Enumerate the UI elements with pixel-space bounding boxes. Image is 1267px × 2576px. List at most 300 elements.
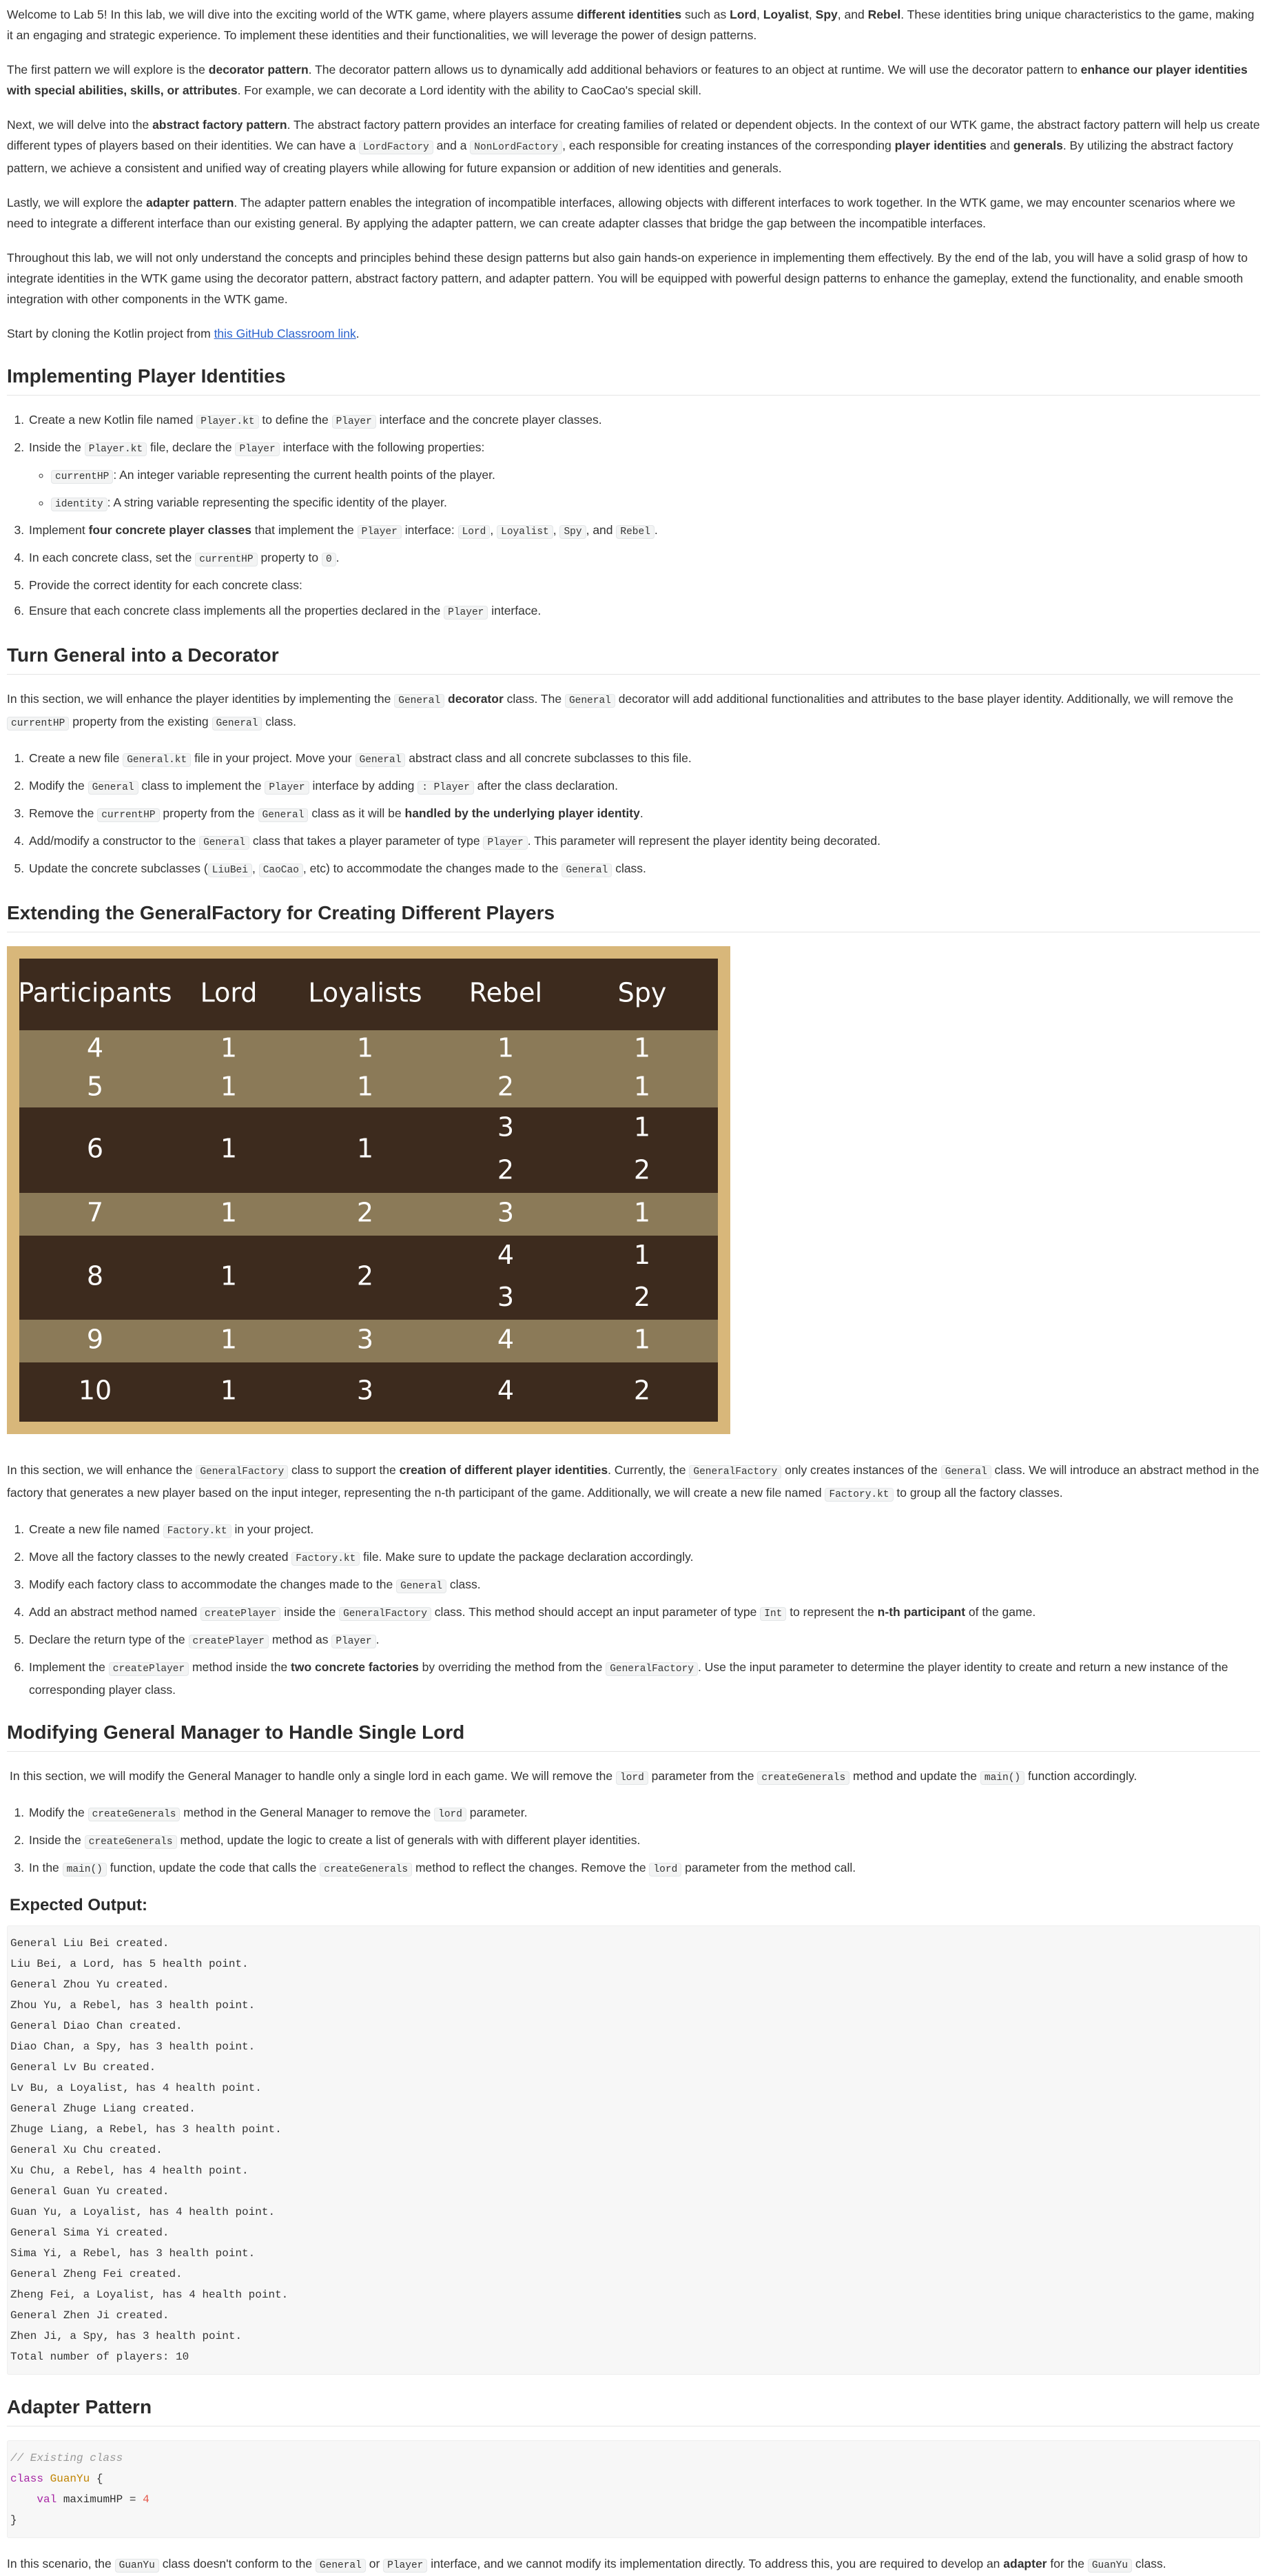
bold-text: decorator xyxy=(448,692,504,706)
list-item xyxy=(28,775,1260,798)
inline-code: Player xyxy=(358,525,402,539)
github-classroom-link[interactable]: this GitHub Classroom link xyxy=(214,327,356,340)
inline-code: Lord xyxy=(458,525,491,539)
code-brace: } xyxy=(10,2514,17,2526)
table-cell: 9 xyxy=(86,1324,104,1355)
inline-code: General xyxy=(356,753,406,767)
output-line: General Diao Chan created. xyxy=(10,2020,183,2032)
list-item xyxy=(28,1519,1260,1542)
table-cell: 1 xyxy=(220,1133,238,1164)
inline-code: General xyxy=(562,863,612,877)
table-cell: 3 xyxy=(356,1324,374,1355)
inline-code: Player xyxy=(332,415,376,429)
output-line: Total number of players: 10 xyxy=(10,2351,189,2363)
text: . xyxy=(639,806,643,820)
list-item: 5. Provide the correct identity for each concrete class: xyxy=(28,575,1260,595)
inline-code: LiuBei xyxy=(208,863,252,877)
inline-code: createPlayer xyxy=(200,1607,280,1621)
bold-text: Spy xyxy=(815,8,838,21)
inline-code: lord xyxy=(649,1863,681,1877)
code-comment: // Existing class xyxy=(10,2452,123,2464)
text: , xyxy=(490,523,497,537)
table-cell: 1 xyxy=(633,1197,651,1228)
table-cell: 4 xyxy=(86,1032,104,1063)
text: Implement xyxy=(29,523,89,537)
inline-code: Player xyxy=(265,781,309,795)
text: and a xyxy=(433,139,471,152)
text: Modify each factory class to accommodate the changes made to the xyxy=(29,1577,397,1591)
table-header-cell: Loyalists xyxy=(308,977,422,1008)
participants-table xyxy=(7,946,730,1434)
text: Update the concrete subclasses ( xyxy=(29,861,208,875)
text: : An integer variable representing the current health points of the player. xyxy=(113,468,495,482)
text: class to implement the xyxy=(138,779,265,793)
text: interface: xyxy=(401,523,458,537)
text: by overriding the method from the xyxy=(418,1660,606,1674)
text: class doesn't conform to the xyxy=(158,2557,316,2570)
inline-code: Spy xyxy=(559,525,586,539)
text: parameter. xyxy=(466,1806,528,1819)
bold-text: four concrete player classes xyxy=(88,523,251,537)
inline-code: General xyxy=(396,1580,446,1593)
text: . The decorator pattern allows us to dynamically add additional behaviors or features to an object at runtime. We will use the decorator pattern to xyxy=(308,63,1081,76)
text: , xyxy=(251,861,259,875)
text: Inside the xyxy=(29,440,85,454)
table-cell: 2 xyxy=(633,1282,651,1312)
text: to represent the xyxy=(786,1605,878,1619)
table-cell: 2 xyxy=(633,1154,651,1185)
list-item xyxy=(28,1602,1260,1624)
text: Create a new Kotlin file named xyxy=(29,413,197,427)
text: method and update the xyxy=(849,1769,980,1783)
output-line: Diao Chan, a Spy, has 3 health point. xyxy=(10,2041,256,2053)
code-number: 4 xyxy=(143,2493,150,2506)
inline-code: Loyalist xyxy=(497,525,553,539)
text: method in the General Manager to remove the xyxy=(180,1806,435,1819)
table-cell: 2 xyxy=(356,1197,374,1228)
text: file, declare the xyxy=(147,440,236,454)
table-header-cell: Participants xyxy=(18,977,172,1008)
output-line: General Zhou Yu created. xyxy=(10,1979,169,1991)
inline-code: General xyxy=(212,717,262,730)
inline-code: General xyxy=(199,836,249,850)
output-line: General Zhuge Liang created. xyxy=(10,2103,196,2115)
text: method to reflect the changes. Remove the xyxy=(412,1861,650,1874)
text: method as xyxy=(268,1633,332,1646)
text: only creates instances of the xyxy=(781,1463,941,1477)
table-cell: 6 xyxy=(86,1133,104,1164)
table-cell: 1 xyxy=(220,1260,238,1291)
text: Declare the return type of the xyxy=(29,1633,189,1646)
inline-code: General xyxy=(394,694,444,708)
text: inside the xyxy=(280,1605,340,1619)
list-item xyxy=(28,1574,1260,1597)
table-cell: 7 xyxy=(86,1197,104,1228)
bold-text: n-th participant xyxy=(877,1605,966,1619)
guanyu-code-block xyxy=(7,2440,1260,2538)
text: , etc) to accommodate the changes made to the xyxy=(302,861,562,875)
text: that implement the xyxy=(251,523,358,537)
text: In this section, we will enhance the xyxy=(7,1463,196,1477)
inline-code: General.kt xyxy=(123,753,191,767)
text: class. xyxy=(612,861,646,875)
text: . These identities bring unique characteristics to the game, making it an engaging and strategic experience. To implement these identities and their functionalities, we will leverage the power of design patterns. xyxy=(7,8,1255,42)
text: . The abstract factory pattern provides an interface for creating families of related or dependent objects. In the context of our WTK game, the abstract factory pattern will help us create different types of players based on their identities. We can have a xyxy=(7,118,1260,152)
list-item xyxy=(51,492,1260,515)
expected-output-block xyxy=(7,1925,1260,2375)
text: . By utilizing the abstract factory pattern, we achieve a consistent and unified way of creating players while allowing for future expansion or addition of new identities and generals. xyxy=(7,139,1233,175)
bold-text: decorator pattern xyxy=(208,63,309,76)
list-item xyxy=(28,803,1260,826)
list-item xyxy=(28,1546,1260,1569)
text: Ensure that each concrete class implements all the properties declared in the xyxy=(29,604,444,617)
intro-paragraph-6 xyxy=(7,323,1260,344)
output-line: Xu Chu, a Rebel, has 4 health point. xyxy=(10,2165,249,2177)
text: Welcome to Lab 5! In this lab, we will dive into the exciting world of the WTK game, where players assume xyxy=(7,8,577,21)
inline-code: Player xyxy=(235,442,279,456)
inline-code: CaoCao xyxy=(259,863,303,877)
section-heading-general-manager: Modifying General Manager to Handle Single Lord xyxy=(7,1721,1260,1752)
inline-code: Factory.kt xyxy=(825,1488,893,1502)
output-line: Sima Yi, a Rebel, has 3 health point. xyxy=(10,2247,256,2260)
inline-code: Player.kt xyxy=(85,442,147,456)
text: parameter from the method call. xyxy=(681,1861,856,1874)
table-cell: 1 xyxy=(633,1071,651,1102)
text: Create a new file named xyxy=(29,1522,163,1536)
text: Add an abstract method named xyxy=(29,1605,201,1619)
output-line: General Zheng Fei created. xyxy=(10,2268,183,2280)
inline-code: Int xyxy=(760,1607,786,1621)
output-line: Lv Bu, a Loyalist, has 4 health point. xyxy=(10,2082,262,2094)
inline-code: General xyxy=(316,2559,366,2573)
text: In the xyxy=(29,1861,63,1874)
text: in your project. xyxy=(231,1522,314,1536)
table-cell: 1 xyxy=(220,1071,238,1102)
inline-code: currentHP xyxy=(97,808,159,822)
section-heading-player-identities: Implementing Player Identities xyxy=(7,365,1260,396)
table-cell: 4 xyxy=(497,1375,515,1406)
section-heading-decorator: Turn General into a Decorator xyxy=(7,644,1260,675)
list-item xyxy=(28,1802,1260,1825)
text: function, update the code that calls the xyxy=(106,1861,320,1874)
text: to define the xyxy=(258,413,332,427)
text: . xyxy=(654,523,658,537)
expected-output-heading: Expected Output: xyxy=(10,1896,148,1914)
section-heading-adapter: Adapter Pattern xyxy=(7,2395,1260,2426)
text: interface, and we cannot modify its implementation directly. To address this, you are required to develop an xyxy=(427,2557,1004,2570)
inline-code: Player xyxy=(444,606,488,620)
text: . This parameter will represent the player identity being decorated. xyxy=(527,834,881,848)
text: The first pattern we will explore is the xyxy=(7,63,209,76)
table-cell: 2 xyxy=(497,1154,515,1185)
text: . Currently, the xyxy=(608,1463,690,1477)
list-item xyxy=(28,1830,1260,1852)
list-item xyxy=(28,830,1260,853)
list-item xyxy=(28,409,1260,432)
inline-code: GeneralFactory xyxy=(689,1465,781,1479)
text: , and xyxy=(837,8,868,21)
text: Inside the xyxy=(29,1833,85,1847)
general-manager-steps xyxy=(7,1802,1260,1880)
list-item xyxy=(28,600,1260,623)
output-line: Zhen Ji, a Spy, has 3 health point. xyxy=(10,2330,243,2342)
inline-code: createGenerals xyxy=(88,1808,181,1821)
inline-code: lord xyxy=(434,1808,466,1821)
table-cell: 3 xyxy=(497,1282,515,1312)
inline-code: Player xyxy=(383,2559,427,2573)
output-line: Zhuge Liang, a Rebel, has 3 health point. xyxy=(10,2123,282,2136)
text: function accordingly. xyxy=(1024,1769,1137,1783)
intro-paragraph-1 xyxy=(7,4,1260,45)
bold-text: different identities xyxy=(577,8,682,21)
table-cell: 3 xyxy=(497,1197,515,1228)
list-item xyxy=(28,547,1260,570)
bold-text: player identities xyxy=(894,139,987,152)
text: class to support the xyxy=(288,1463,400,1477)
text: Remove the xyxy=(29,806,98,820)
intro-paragraph-5: Throughout this lab, we will not only understand the concepts and principles behind these design patterns but also gain hands-on experience in implementing them effectively. By the end of the lab, you will have a solid grasp of how to integrate identities in the WTK game using the decorator pattern, abstract factory pattern, and adapter pattern. You will be equipped with powerful design patterns to enhance the gameplay, extend the functionality, and enable smooth integration with other components in the WTK game. xyxy=(7,251,1248,306)
table-cell: 5 xyxy=(86,1071,104,1102)
decorator-steps xyxy=(7,748,1260,881)
text: interface by adding xyxy=(309,779,418,793)
factory-steps xyxy=(7,1519,1260,1700)
table-cell: 2 xyxy=(497,1071,515,1102)
table-cell: 10 xyxy=(78,1375,112,1406)
table-cell: 1 xyxy=(633,1324,651,1355)
table-header-cell: Rebel xyxy=(468,977,543,1008)
table-cell: 8 xyxy=(86,1260,104,1291)
inline-code: General xyxy=(941,1465,991,1479)
text: class. We will introduce an abstract method in the factory that generates a new player based on the input integer, representing the n-th participant of the game. Additionally, we will create a new file named xyxy=(7,1463,1259,1500)
table-cell: 1 xyxy=(497,1032,515,1063)
text: class. This method should accept an input parameter of type xyxy=(431,1605,761,1619)
intro-paragraph-2 xyxy=(7,59,1260,101)
output-line: General Lv Bu created. xyxy=(10,2061,156,2074)
text: class that takes a player parameter of type xyxy=(249,834,484,848)
table-cell: 1 xyxy=(356,1032,374,1063)
table-cell: 3 xyxy=(497,1112,515,1143)
table-cell: 1 xyxy=(220,1197,238,1228)
output-line: General Liu Bei created. xyxy=(10,1937,169,1950)
list-item xyxy=(28,1857,1260,1880)
inline-code: currentHP xyxy=(195,553,257,566)
text: . xyxy=(356,327,360,340)
code-keyword: val xyxy=(37,2493,57,2506)
table-cell: 3 xyxy=(356,1375,374,1406)
output-line: Zheng Fei, a Loyalist, has 4 health point. xyxy=(10,2289,289,2301)
text: class as it will be xyxy=(308,806,405,820)
bold-text: abstract factory pattern xyxy=(152,118,287,132)
inline-code: currentHP xyxy=(7,717,69,730)
inline-code: 0 xyxy=(322,553,336,566)
text: : A string variable representing the specific identity of the player. xyxy=(107,495,447,509)
inline-code: Rebel xyxy=(616,525,655,539)
bold-text: Lord xyxy=(730,8,757,21)
bold-text: two concrete factories xyxy=(291,1660,419,1674)
list-item xyxy=(28,1629,1260,1652)
text: file. Make sure to update the package declaration accordingly. xyxy=(360,1550,694,1564)
text: after the class declaration. xyxy=(473,779,618,793)
text: Move all the factory classes to the newly created xyxy=(29,1550,292,1564)
table-cell: 1 xyxy=(220,1324,238,1355)
text: abstract class and all concrete subclasses to this file. xyxy=(405,751,692,765)
player-identities-steps xyxy=(7,409,1260,623)
list-item xyxy=(28,520,1260,542)
bold-text: Rebel xyxy=(867,8,901,21)
output-line: General Guan Yu created. xyxy=(10,2185,169,2198)
inline-code: Player.kt xyxy=(196,415,258,429)
table-cell: 1 xyxy=(633,1112,651,1143)
list-item xyxy=(51,464,1260,487)
inline-code: currentHP xyxy=(51,470,113,484)
text: interface. xyxy=(488,604,542,617)
table-header-cell: Lord xyxy=(200,977,258,1008)
text: Add/modify a constructor to the xyxy=(29,834,200,848)
inline-code: GeneralFactory xyxy=(606,1662,698,1676)
text: parameter from the xyxy=(648,1769,758,1783)
inline-code: createGenerals xyxy=(85,1835,177,1849)
inline-code: LordFactory xyxy=(359,141,433,154)
inline-code: General xyxy=(258,808,309,822)
table-cell: 1 xyxy=(356,1133,374,1164)
table-cell: 4 xyxy=(497,1324,515,1355)
code-keyword: class xyxy=(10,2473,44,2485)
bold-text: creation of different player identities xyxy=(399,1463,608,1477)
text: for the xyxy=(1047,2557,1088,2570)
text: decorator will add additional functionalities and attributes to the base player identity. Additionally, we will remove the xyxy=(615,692,1234,706)
inline-code: createPlayer xyxy=(189,1635,269,1648)
bold-text: enhance our player identities with special abilities, skills, or attributes xyxy=(7,63,1248,97)
table-cell: 1 xyxy=(356,1071,374,1102)
text: Start by cloning the Kotlin project from xyxy=(7,327,214,340)
text: class. The xyxy=(503,692,565,706)
inline-code: GuanYu xyxy=(115,2559,159,2573)
text: . xyxy=(336,551,340,564)
inline-code: lord xyxy=(616,1771,648,1785)
output-line: Guan Yu, a Loyalist, has 4 health point. xyxy=(10,2206,276,2218)
factory-intro xyxy=(7,1460,1260,1505)
text: In each concrete class, set the xyxy=(29,551,196,564)
text: . xyxy=(375,1633,380,1646)
list-item xyxy=(28,858,1260,881)
table-header-cell: Spy xyxy=(617,977,667,1008)
intro-paragraph-4 xyxy=(7,192,1260,234)
bold-text: adapter pattern xyxy=(146,196,234,209)
inline-code: : Player xyxy=(418,781,474,795)
text: method, update the logic to create a list of generals with with different player identities. xyxy=(176,1833,641,1847)
inline-code: Player xyxy=(331,1635,375,1648)
inline-code: createGenerals xyxy=(320,1863,412,1877)
text: or xyxy=(365,2557,384,2570)
text: In this scenario, the xyxy=(7,2557,115,2570)
text: property from the existing xyxy=(69,715,212,728)
list-item xyxy=(28,1657,1260,1700)
inline-code: Factory.kt xyxy=(163,1524,231,1538)
text: interface and the concrete player classes. xyxy=(375,413,602,427)
list-item xyxy=(28,748,1260,770)
inline-code: main() xyxy=(63,1863,107,1877)
output-line: Zhou Yu, a Rebel, has 3 health point. xyxy=(10,1999,256,2012)
text: class. xyxy=(1132,2557,1166,2570)
text: Implement the xyxy=(29,1660,109,1674)
text: Next, we will delve into the xyxy=(7,118,153,132)
text: Create a new file xyxy=(29,751,123,765)
inline-code: identity xyxy=(51,498,107,511)
code-operator: = xyxy=(129,2493,136,2506)
text: Modify the xyxy=(29,1806,88,1819)
output-line: General Zhen Ji created. xyxy=(10,2309,169,2322)
adapter-paragraph xyxy=(7,2553,1260,2576)
bold-text: handled by the underlying player identity xyxy=(404,806,640,820)
text: property from the xyxy=(159,806,258,820)
table-cell: 1 xyxy=(633,1032,651,1063)
section-heading-factory: Extending the GeneralFactory for Creating Different Players xyxy=(7,901,1260,932)
decorator-intro xyxy=(7,688,1260,734)
text: In this section, we will modify the General Manager to handle only a single lord in each game. We will remove the xyxy=(10,1769,616,1783)
text: file in your project. Move your xyxy=(191,751,356,765)
table-cell: 1 xyxy=(220,1375,238,1406)
participants-table-image xyxy=(7,946,1260,1440)
code-property: maximumHP xyxy=(63,2493,123,2506)
text: such as xyxy=(681,8,730,21)
text: to group all the factory classes. xyxy=(893,1486,1063,1500)
inline-code: createGenerals xyxy=(757,1771,849,1785)
output-line: General Sima Yi created. xyxy=(10,2227,169,2239)
bold-text: Loyalist xyxy=(763,8,809,21)
text: Lastly, we will explore the xyxy=(7,196,146,209)
text: class. xyxy=(446,1577,481,1591)
code-class-name: GuanYu xyxy=(50,2473,90,2485)
inline-code: GuanYu xyxy=(1088,2559,1132,2573)
inline-code: Player xyxy=(483,836,527,850)
list-item xyxy=(28,437,1260,515)
text: , xyxy=(756,8,763,21)
inline-code: General xyxy=(88,781,138,795)
table-cell: 2 xyxy=(633,1375,651,1406)
text: , xyxy=(808,8,816,21)
inline-code: createPlayer xyxy=(109,1662,189,1676)
text: Modify the xyxy=(29,779,88,793)
text: interface with the following properties: xyxy=(279,440,485,454)
player-properties-list xyxy=(29,464,1260,515)
table-cell: 1 xyxy=(220,1032,238,1063)
text: In this section, we will enhance the player identities by implementing the xyxy=(7,692,395,706)
text: of the game. xyxy=(965,1605,1036,1619)
inline-code: General xyxy=(565,694,615,708)
text: . The adapter pattern enables the integration of incompatible interfaces, allowing objects with different interfaces to work together. In the WTK game, we may encounter scenarios where we need to integrate a different interface than our existing general. By applying the adapter pattern, we can create adapter classes that bridge the gap between the incompatible interfaces. xyxy=(7,196,1236,230)
text: . For example, we can decorate a Lord identity with the ability to CaoCao's special skill. xyxy=(237,83,702,97)
text: and xyxy=(986,139,1013,152)
text: property to xyxy=(257,551,322,564)
table-cell: 2 xyxy=(356,1260,374,1291)
bold-text: generals xyxy=(1013,139,1063,152)
text: , xyxy=(553,523,560,537)
text: , each responsible for creating instances of the corresponding xyxy=(562,139,895,152)
inline-code: GeneralFactory xyxy=(339,1607,431,1621)
general-manager-intro xyxy=(10,1766,1260,1788)
text: class. xyxy=(262,715,297,728)
table-cell: 1 xyxy=(633,1240,651,1270)
text: method inside the xyxy=(189,1660,291,1674)
bold-text: adapter xyxy=(1003,2557,1047,2570)
inline-code: GeneralFactory xyxy=(196,1465,288,1479)
output-line: Liu Bei, a Lord, has 5 health point. xyxy=(10,1958,249,1970)
inline-code: main() xyxy=(980,1771,1024,1785)
output-line: General Xu Chu created. xyxy=(10,2144,163,2156)
inline-code: Factory.kt xyxy=(291,1552,360,1566)
intro-paragraph-3 xyxy=(7,114,1260,178)
code-brace: { xyxy=(96,2473,103,2485)
